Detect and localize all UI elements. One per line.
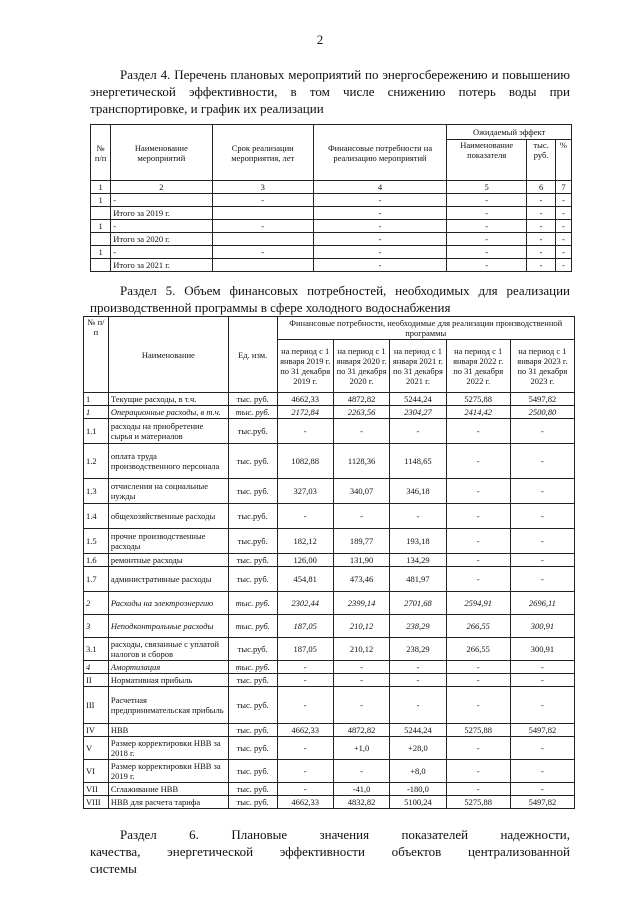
- s5-table-row: [84, 419, 575, 444]
- s5-row-number: 1: [84, 406, 109, 419]
- s4-h-num: № п/п: [91, 125, 111, 181]
- s4-colnum: 1: [91, 181, 111, 194]
- s5-row-value: -: [510, 687, 574, 724]
- s5-row-value: -: [390, 504, 446, 529]
- s5-row-value: -: [333, 661, 389, 674]
- s4-cell: -: [313, 259, 446, 272]
- s5-row-value: 5275,88: [446, 796, 510, 809]
- s5-row-value: -: [277, 760, 333, 783]
- s5-row-name: расходы, связанные с уплатой налогов и сборов: [108, 638, 228, 661]
- s5-row-value: -: [277, 737, 333, 760]
- page-number: 2: [316, 32, 324, 47]
- s5-row-unit: тыс. руб.: [228, 479, 277, 504]
- s5-row-value: 1082,88: [277, 444, 333, 479]
- s5-table-row: [84, 796, 575, 809]
- s4-cell: -: [212, 220, 313, 233]
- s5-row-value: 5497,82: [510, 724, 574, 737]
- s5-row-value: 300,91: [510, 638, 574, 661]
- s5-table-row: [84, 674, 575, 687]
- s5-row-unit: тыс. руб.: [228, 796, 277, 809]
- s4-cell: -: [212, 246, 313, 259]
- s5-row-value: 189,77: [333, 529, 389, 554]
- s4-h-term: Срок реализации мероприятия, лет: [212, 125, 313, 181]
- s5-row-unit: тыс. руб.: [228, 760, 277, 783]
- s5-row-value: -: [510, 554, 574, 567]
- s4-cell: -: [111, 220, 212, 233]
- s5-row-value: -180,0: [390, 783, 446, 796]
- s5-row-value: 2500,80: [510, 406, 574, 419]
- s5-row-value: -: [277, 661, 333, 674]
- s5-row-value: 2172,84: [277, 406, 333, 419]
- s4-cell: [91, 233, 111, 246]
- s5-row-name: ремонтные расходы: [108, 554, 228, 567]
- s5-row-value: 5497,82: [510, 796, 574, 809]
- s5-row-number: VIII: [84, 796, 109, 809]
- s4-cell: [91, 207, 111, 220]
- s5-row-value: -41,0: [333, 783, 389, 796]
- s5-table-row: [84, 406, 575, 419]
- s5-row-value: 473,46: [333, 567, 389, 592]
- s4-h-effect-pct: %: [555, 140, 571, 181]
- s4-cell: Итого за 2019 г.: [111, 207, 212, 220]
- s5-row-value: +28,0: [390, 737, 446, 760]
- s5-row-value: -: [510, 661, 574, 674]
- s5-row-value: 2696,11: [510, 592, 574, 615]
- s5-row-value: -: [333, 760, 389, 783]
- s4-cell: Итого за 2020 г.: [111, 233, 212, 246]
- s5-row-value: 340,07: [333, 479, 389, 504]
- s5-row-value: 266,55: [446, 615, 510, 638]
- s5-row-value: -: [333, 504, 389, 529]
- s5-row-unit: тыс. руб.: [228, 406, 277, 419]
- s5-row-unit: тыс. руб.: [228, 592, 277, 615]
- s5-row-value: 346,18: [390, 479, 446, 504]
- s4-cell: -: [527, 233, 556, 246]
- s5-row-value: -: [510, 783, 574, 796]
- s5-table-row: [84, 615, 575, 638]
- s4-cell: -: [313, 246, 446, 259]
- s5-table-row: [84, 554, 575, 567]
- s4-table-row: [91, 207, 572, 220]
- s5-row-number: 1.2: [84, 444, 109, 479]
- s4-cell: -: [555, 220, 571, 233]
- s4-cell: [212, 233, 313, 246]
- s4-table-row: [91, 233, 572, 246]
- s5-row-value: -: [446, 674, 510, 687]
- s5-row-number: 4: [84, 661, 109, 674]
- s5-row-value: -: [446, 554, 510, 567]
- s5-table-row: [84, 661, 575, 674]
- s5-row-value: 5275,88: [446, 393, 510, 406]
- s5-table-row: [84, 638, 575, 661]
- s4-cell: -: [447, 259, 527, 272]
- s5-row-value: 2263,56: [333, 406, 389, 419]
- s4-cell: -: [447, 233, 527, 246]
- s5-row-value: 2414,42: [446, 406, 510, 419]
- s4-cell: -: [555, 194, 571, 207]
- s5-row-value: -: [446, 419, 510, 444]
- section5-title: [90, 282, 570, 316]
- s5-row-value: 5275,88: [446, 724, 510, 737]
- s5-row-unit: тыс. руб.: [228, 674, 277, 687]
- s4-colnum: 2: [111, 181, 212, 194]
- s5-row-value: -: [390, 661, 446, 674]
- s5-row-unit: тыс. руб.: [228, 737, 277, 760]
- s5-row-value: 187,05: [277, 615, 333, 638]
- s4-h-name: Наименование мероприятий: [111, 125, 212, 181]
- s5-row-number: VI: [84, 760, 109, 783]
- s5-row-value: 2399,14: [333, 592, 389, 615]
- s4-cell: -: [555, 233, 571, 246]
- s4-cell: -: [555, 207, 571, 220]
- s5-row-value: -: [277, 504, 333, 529]
- s5-row-name: НВВ для расчета тарифа: [108, 796, 228, 809]
- s5-row-name: административные расходы: [108, 567, 228, 592]
- s5-h-name: Наименование: [108, 317, 228, 393]
- s5-table-row: [84, 724, 575, 737]
- s5-body: [84, 393, 575, 809]
- s4-cell: -: [527, 194, 556, 207]
- s5-row-value: -: [277, 783, 333, 796]
- s5-row-value: -: [446, 661, 510, 674]
- s5-row-name: общехозяйственные расходы: [108, 504, 228, 529]
- s5-row-value: 266,55: [446, 638, 510, 661]
- s5-row-name: оплата труда производственного персонала: [108, 444, 228, 479]
- s5-table-row: [84, 783, 575, 796]
- s5-row-number: 1.4: [84, 504, 109, 529]
- s5-h-num: № п/п: [84, 317, 109, 393]
- s5-row-number: 3.1: [84, 638, 109, 661]
- s5-row-value: -: [446, 529, 510, 554]
- s5-table-row: [84, 393, 575, 406]
- s5-table-row: [84, 567, 575, 592]
- s5-row-number: V: [84, 737, 109, 760]
- s5-row-value: 134,29: [390, 554, 446, 567]
- s5-row-value: +1,0: [333, 737, 389, 760]
- s5-row-value: 2304,27: [390, 406, 446, 419]
- s5-row-number: 1.3: [84, 479, 109, 504]
- s4-cell: -: [447, 194, 527, 207]
- s5-row-unit: тыс.руб.: [228, 504, 277, 529]
- s5-row-value: 238,29: [390, 638, 446, 661]
- s5-row-value: 210,12: [333, 615, 389, 638]
- s5-row-value: -: [446, 737, 510, 760]
- s4-table-row: [91, 194, 572, 207]
- s4-cell: -: [111, 246, 212, 259]
- s5-row-number: II: [84, 674, 109, 687]
- s4-cell: -: [313, 194, 446, 207]
- s5-row-unit: тыс. руб.: [228, 393, 277, 406]
- s5-row-value: 5244,24: [390, 724, 446, 737]
- s5-row-value: 4872,82: [333, 724, 389, 737]
- s5-row-value: 327,03: [277, 479, 333, 504]
- s5-row-value: -: [446, 760, 510, 783]
- s5-table-row: [84, 479, 575, 504]
- s5-row-name: Размер корректировки НВВ за 2018 г.: [108, 737, 228, 760]
- s5-row-name: Нормативная прибыль: [108, 674, 228, 687]
- s5-row-value: -: [277, 674, 333, 687]
- s5-row-value: -: [510, 479, 574, 504]
- s5-row-value: -: [390, 419, 446, 444]
- s5-row-unit: тыс. руб.: [228, 554, 277, 567]
- s5-row-value: -: [510, 760, 574, 783]
- s5-row-value: 300,91: [510, 615, 574, 638]
- s5-row-name: расходы на приобретение сырья и материалов: [108, 419, 228, 444]
- s5-row-number: 2: [84, 592, 109, 615]
- s5-table-row: [84, 592, 575, 615]
- s5-row-number: VII: [84, 783, 109, 796]
- s5-row-value: 210,12: [333, 638, 389, 661]
- s5-row-value: 5100,24: [390, 796, 446, 809]
- s4-body: [91, 194, 572, 272]
- s5-row-value: 4872,82: [333, 393, 389, 406]
- s5-row-name: Расходы на электроэнергию: [108, 592, 228, 615]
- s5-row-name: отчисления на социальные нужды: [108, 479, 228, 504]
- s5-row-unit: тыс. руб.: [228, 783, 277, 796]
- s5-row-value: 4662,33: [277, 724, 333, 737]
- s5-row-unit: тыс.руб.: [228, 638, 277, 661]
- s4-cell: -: [447, 246, 527, 259]
- s5-row-value: -: [510, 529, 574, 554]
- s4-cell: -: [527, 207, 556, 220]
- s5-h-group: Финансовые потребности, необходимые для реализации производственной программы: [277, 317, 575, 340]
- s5-row-value: 1148,65: [390, 444, 446, 479]
- s5-h-period-2021: на период с 1 января 2021 г. по 31 декабря 2021 г.: [390, 340, 446, 393]
- s5-row-value: -: [333, 674, 389, 687]
- s5-row-value: 187,05: [277, 638, 333, 661]
- s5-row-unit: тыс.руб.: [228, 419, 277, 444]
- s5-h-period-2019: на период с 1 января 2019 г. по 31 декабря 2019 г.: [277, 340, 333, 393]
- s5-row-value: -: [277, 687, 333, 724]
- s5-row-value: -: [510, 504, 574, 529]
- s5-row-value: 4832,82: [333, 796, 389, 809]
- s4-cell: -: [555, 246, 571, 259]
- s4-cell: -: [212, 194, 313, 207]
- s4-cell: 1: [91, 194, 111, 207]
- s5-row-value: +8,0: [390, 760, 446, 783]
- s5-row-name: Неподконтрольные расходы: [108, 615, 228, 638]
- s4-colnum: 6: [527, 181, 556, 194]
- s5-table-row: [84, 737, 575, 760]
- s5-row-value: -: [390, 687, 446, 724]
- section4-table: [90, 124, 572, 272]
- s5-row-value: -: [277, 419, 333, 444]
- s5-row-name: Расчетная предпринимательская прибыль: [108, 687, 228, 724]
- s4-cell: -: [313, 220, 446, 233]
- s4-cell: -: [447, 207, 527, 220]
- s5-row-value: 4662,33: [277, 796, 333, 809]
- section4-title: [90, 66, 570, 117]
- s4-table-row: [91, 220, 572, 233]
- s4-cell: [212, 207, 313, 220]
- s5-row-unit: тыс.руб.: [228, 529, 277, 554]
- s5-row-value: -: [333, 687, 389, 724]
- section6-title: [90, 826, 570, 877]
- s4-h-effect: Ожидаемый эффект: [447, 125, 572, 140]
- s4-cell: 1: [91, 220, 111, 233]
- s5-row-value: -: [446, 479, 510, 504]
- s5-row-value: 131,90: [333, 554, 389, 567]
- s5-row-value: -: [510, 674, 574, 687]
- s5-h-period-2023: на период с 1 января 2023 г. по 31 декабря 2023 г.: [510, 340, 574, 393]
- s5-row-value: 5497,82: [510, 393, 574, 406]
- s4-table-row: [91, 246, 572, 259]
- s5-row-value: -: [510, 419, 574, 444]
- s5-row-value: -: [390, 674, 446, 687]
- s4-cell: -: [313, 233, 446, 246]
- s5-row-value: -: [446, 783, 510, 796]
- s5-row-value: -: [446, 444, 510, 479]
- s5-row-value: 454,81: [277, 567, 333, 592]
- s5-row-unit: тыс. руб.: [228, 567, 277, 592]
- s5-table-row: [84, 504, 575, 529]
- s5-row-number: 1.1: [84, 419, 109, 444]
- s5-row-value: -: [446, 567, 510, 592]
- s5-row-name: прочие производственные расходы: [108, 529, 228, 554]
- s5-table-row: [84, 687, 575, 724]
- s4-colnum: 5: [447, 181, 527, 194]
- s4-table-row: [91, 259, 572, 272]
- s4-cell: [91, 259, 111, 272]
- s5-row-value: 2594,91: [446, 592, 510, 615]
- s4-colnums-row: [91, 181, 572, 194]
- s5-row-unit: тыс. руб.: [228, 615, 277, 638]
- s5-row-value: 2302,44: [277, 592, 333, 615]
- s5-row-unit: тыс. руб.: [228, 444, 277, 479]
- s4-h-fin: Финансовые потребности на реализацию мероприятий: [313, 125, 446, 181]
- s4-cell: -: [447, 220, 527, 233]
- s5-row-name: Текущие расходы, в т.ч.: [108, 393, 228, 406]
- s5-row-value: 1128,36: [333, 444, 389, 479]
- s4-cell: -: [555, 259, 571, 272]
- s4-colnum: 7: [555, 181, 571, 194]
- s5-row-value: 2701,68: [390, 592, 446, 615]
- s5-row-number: III: [84, 687, 109, 724]
- s5-h-period-2022: на период с 1 января 2022 г. по 31 декабря 2022 г.: [446, 340, 510, 393]
- s5-row-number: 1: [84, 393, 109, 406]
- s5-row-value: 4662,33: [277, 393, 333, 406]
- s4-cell: -: [527, 246, 556, 259]
- s5-row-value: -: [446, 504, 510, 529]
- s5-row-name: Сглаживание НВВ: [108, 783, 228, 796]
- s5-row-unit: тыс. руб.: [228, 724, 277, 737]
- s5-row-value: -: [510, 444, 574, 479]
- s4-colnum: 4: [313, 181, 446, 194]
- s4-h-effect-rub: тыс. руб.: [527, 140, 556, 181]
- s5-row-value: 126,00: [277, 554, 333, 567]
- s4-cell: -: [111, 194, 212, 207]
- s5-h-period-2020: на период с 1 января 2020 г. по 31 декабря 2020 г.: [333, 340, 389, 393]
- s5-row-number: 1.6: [84, 554, 109, 567]
- s5-row-name: Амортизация: [108, 661, 228, 674]
- s5-row-unit: тыс. руб.: [228, 661, 277, 674]
- s5-row-number: IV: [84, 724, 109, 737]
- s5-row-number: 3: [84, 615, 109, 638]
- s4-h-effect-name: Наименование показателя: [447, 140, 527, 181]
- s5-h-unit: Ед. изм.: [228, 317, 277, 393]
- s4-cell: -: [313, 207, 446, 220]
- s5-row-value: 182,12: [277, 529, 333, 554]
- s5-row-number: 1.5: [84, 529, 109, 554]
- s4-cell: 1: [91, 246, 111, 259]
- s5-row-value: 238,29: [390, 615, 446, 638]
- s5-row-name: Размер корректировки НВВ за 2019 г.: [108, 760, 228, 783]
- s4-colnum: 3: [212, 181, 313, 194]
- s5-row-value: -: [510, 737, 574, 760]
- s5-row-unit: тыс. руб.: [228, 687, 277, 724]
- s5-row-name: Операционные расходы, в т.ч.: [108, 406, 228, 419]
- s5-row-number: 1.7: [84, 567, 109, 592]
- s4-cell: [212, 259, 313, 272]
- s5-row-value: -: [446, 687, 510, 724]
- s5-row-value: 5244,24: [390, 393, 446, 406]
- s5-row-name: НВВ: [108, 724, 228, 737]
- section5-title-text: Раздел 5. Объем финансовых потребностей, необходимых для реализации производственной программы в сфере холодного водоснабжения: [90, 283, 570, 315]
- section4-title-text: Раздел 4. Перечень плановых мероприятий по энергосбережению и повышению энергетической эффективности, в том числе снижению потерь воды при транспортировке, и график их реализации: [90, 67, 570, 116]
- s5-table-row: [84, 444, 575, 479]
- s5-table-row: [84, 529, 575, 554]
- s4-cell: Итого за 2021 г.: [111, 259, 212, 272]
- s5-table-row: [84, 760, 575, 783]
- s5-row-value: 193,18: [390, 529, 446, 554]
- s5-row-value: 481,97: [390, 567, 446, 592]
- s5-row-value: -: [333, 419, 389, 444]
- s5-row-value: -: [510, 567, 574, 592]
- s4-cell: -: [527, 259, 556, 272]
- s4-cell: -: [527, 220, 556, 233]
- section6-title-text: Раздел 6. Плановые значения показателей надежности, качества, энергетической эффективности объектов централизованной системы: [90, 827, 570, 876]
- section5-table: [83, 316, 575, 809]
